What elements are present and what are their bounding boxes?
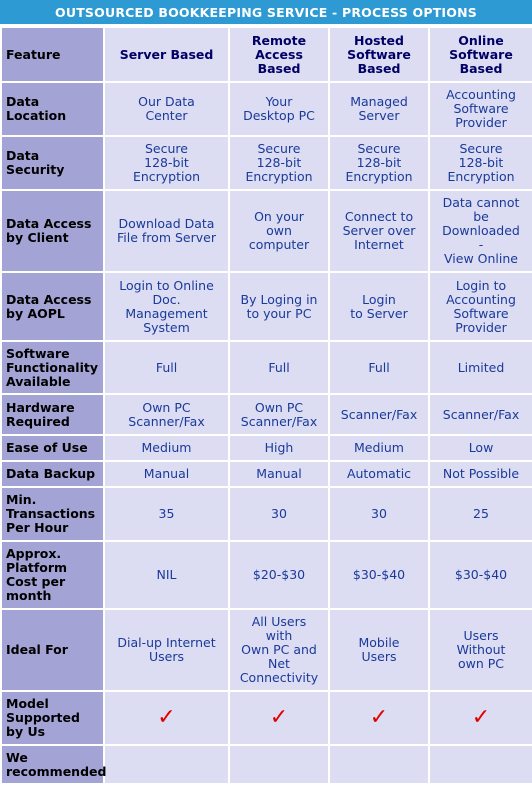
checkmark-icon: ✓ — [471, 705, 491, 730]
table-cell — [104, 691, 229, 745]
table-cell: By Loging in to your PC — [229, 272, 329, 341]
table-cell: Users Without own PC — [429, 609, 532, 691]
table-cell: Secure 128-bit Encryption — [229, 136, 329, 190]
comparison-table — [0, 26, 532, 785]
model-supported-row — [1, 691, 532, 745]
table-cell: On your own computer — [229, 190, 329, 272]
table-row — [1, 541, 532, 609]
column-header-online-software: Online Software Based — [429, 27, 532, 82]
row-label: Ease of Use — [1, 435, 104, 461]
table-cell: NIL — [104, 541, 229, 609]
table-cell — [104, 745, 229, 784]
header-row — [1, 27, 532, 82]
table-cell — [329, 691, 429, 745]
row-label: Approx. Platform Cost per month — [1, 541, 104, 609]
table-cell: 35 — [104, 487, 229, 541]
table-cell — [429, 691, 532, 745]
table-cell — [229, 745, 329, 784]
row-label: Data Location — [1, 82, 104, 136]
table-cell: Data cannot be Downloaded - View Online — [429, 190, 532, 272]
table-cell: Scanner/Fax — [329, 394, 429, 435]
table-row — [1, 609, 532, 691]
table-cell: Login to Server — [329, 272, 429, 341]
table-row — [1, 461, 532, 487]
table-cell: Scanner/Fax — [429, 394, 532, 435]
row-label: Ideal For — [1, 609, 104, 691]
row-label: We recommended — [1, 745, 104, 784]
table-cell: Mobile Users — [329, 609, 429, 691]
checkmark-icon: ✓ — [269, 705, 289, 730]
row-label: Model Supported by Us — [1, 691, 104, 745]
column-header-hosted-software: Hosted Software Based — [329, 27, 429, 82]
table-cell: $30-$40 — [329, 541, 429, 609]
table-cell: Full — [329, 341, 429, 394]
table-cell: Low — [429, 435, 532, 461]
column-header-server-based: Server Based — [104, 27, 229, 82]
row-label: Data Access by Client — [1, 190, 104, 272]
checkmark-icon: ✓ — [369, 705, 389, 730]
checkmark-icon: ✓ — [157, 705, 176, 730]
row-label: Data Access by AOPL — [1, 272, 104, 341]
table-cell: Your Desktop PC — [229, 82, 329, 136]
table-row — [1, 435, 532, 461]
table-cell: Not Possible — [429, 461, 532, 487]
table-cell: Dial-up Internet Users — [104, 609, 229, 691]
table-cell: Automatic — [329, 461, 429, 487]
table-cell: Login to Accounting Software Provider — [429, 272, 532, 341]
row-label: Data Backup — [1, 461, 104, 487]
table-cell: 30 — [229, 487, 329, 541]
table-cell: 30 — [329, 487, 429, 541]
row-label: Software Functionality Available — [1, 341, 104, 394]
table-cell — [229, 691, 329, 745]
table-cell: Login to Online Doc. Management System — [104, 272, 229, 341]
table-row — [1, 394, 532, 435]
recommended-row — [1, 745, 532, 784]
table-cell: 25 — [429, 487, 532, 541]
table-cell: $30-$40 — [429, 541, 532, 609]
table-cell: Secure 128-bit Encryption — [329, 136, 429, 190]
table-row — [1, 272, 532, 341]
row-label: Hardware Required — [1, 394, 104, 435]
table-cell: High — [229, 435, 329, 461]
table-row — [1, 190, 532, 272]
table-cell: All Users with Own PC and Net Connectivity — [229, 609, 329, 691]
page-title: OUTSOURCED BOOKKEEPING SERVICE - PROCESS OPTIONS — [0, 0, 532, 26]
table-cell: Own PC Scanner/Fax — [104, 394, 229, 435]
table-cell: Medium — [104, 435, 229, 461]
table-cell: Our Data Center — [104, 82, 229, 136]
table-cell: Own PC Scanner/Fax — [229, 394, 329, 435]
column-header-remote-access: Remote Access Based — [229, 27, 329, 82]
table-cell: Full — [229, 341, 329, 394]
table-cell — [329, 745, 429, 784]
table-cell: Manual — [229, 461, 329, 487]
table-cell: Download Data File from Server — [104, 190, 229, 272]
table-cell: Medium — [329, 435, 429, 461]
row-label: Min. Transactions Per Hour — [1, 487, 104, 541]
table-cell: Secure 128-bit Encryption — [429, 136, 532, 190]
table-cell: Managed Server — [329, 82, 429, 136]
row-label: Data Security — [1, 136, 104, 190]
table-row — [1, 487, 532, 541]
table-cell: Full — [104, 341, 229, 394]
table-cell — [429, 745, 532, 784]
table-cell: Connect to Server over Internet — [329, 190, 429, 272]
table-row — [1, 341, 532, 394]
table-cell: $20-$30 — [229, 541, 329, 609]
table-row — [1, 136, 532, 190]
feature-header: Feature — [1, 27, 104, 82]
table-cell: Accounting Software Provider — [429, 82, 532, 136]
table-cell: Secure 128-bit Encryption — [104, 136, 229, 190]
table-cell: Manual — [104, 461, 229, 487]
table-row — [1, 82, 532, 136]
table-cell: Limited — [429, 341, 532, 394]
